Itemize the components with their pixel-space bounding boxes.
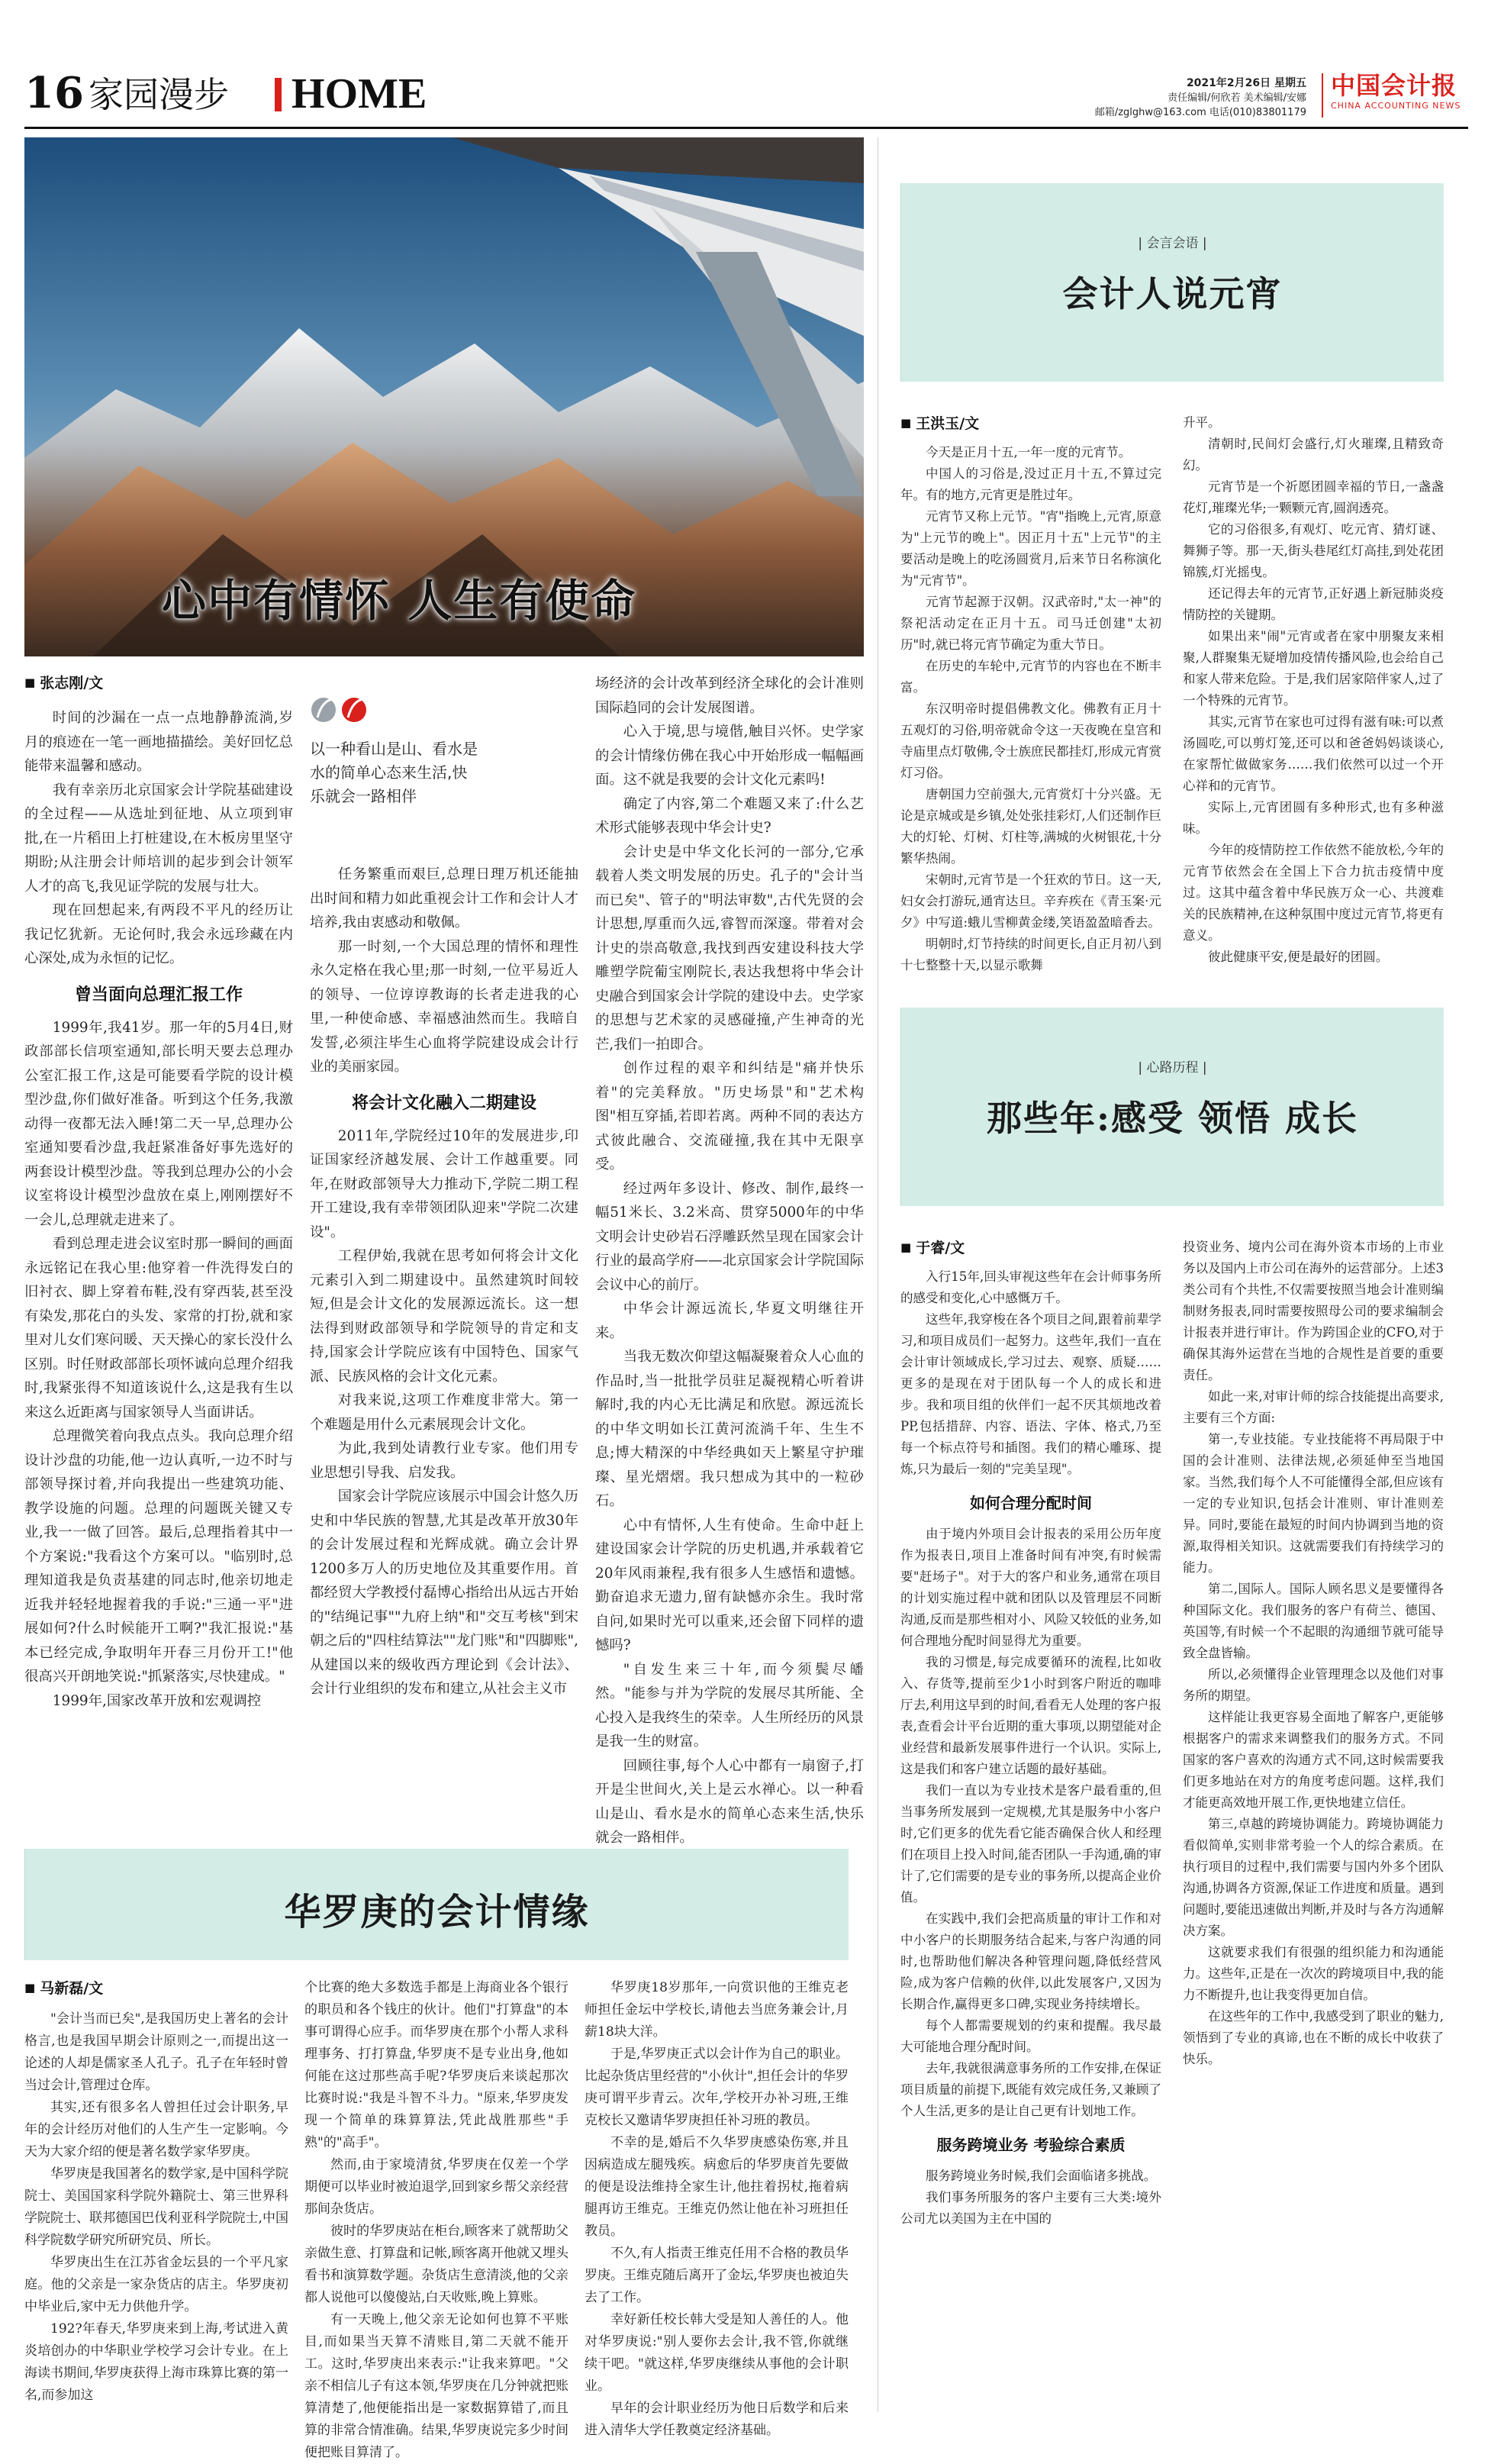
subheading: 服务跨境业务 考验综合素质: [936, 2136, 1126, 2154]
section-tag: | 会言会语 |: [1138, 236, 1207, 251]
paragraph: 在历史的车轮中,元宵节的内容也在不断丰富。: [900, 659, 1161, 695]
page-number: 16: [24, 68, 84, 118]
paragraph: 还记得去年的元宵节,正好遇上新冠肺炎疫情防控的关键期。: [1183, 586, 1444, 622]
paragraph: 国家会计学院应该展示中国会计悠久历史和中华民族的智慧,尤其是改革开放30年的会计发展过程和光辉成就。确立会计界1200多万人的历史地位及其重要作用。首都经贸大学教授付磊博心指给出从远古开始的"结绳记事""九府上纳"和"交互考核"到宋朝之后的"四柱结算法""龙门账"和"四脚账",从建国以来的级收西方理论到《会计法》、会计行业组织的发布和建立,从社会主义市: [310, 1488, 578, 1697]
paragraph: 中国人的习俗是,没过正月十五,不算过完年。有的地方,元宵更是胜过年。: [900, 466, 1161, 502]
paragraph: 然而,由于家境清贫,华罗庚在仅差一个学期便可以毕业时被迫退学,回到家乡帮父亲经营那间杂货店。: [304, 2157, 568, 2217]
right1-title: 会计人说元宵: [1062, 273, 1283, 314]
right1-col1: [900, 412, 1161, 976]
newspaper-logo: [1331, 70, 1468, 111]
masthead: [24, 63, 1468, 124]
paragraph: 早年的会计职业经历为他日后数学和后来进入清华大学任教奠定经济基础。: [585, 2401, 849, 2438]
paragraph: 这些年,我穿梭在各个项目之间,跟着前辈学习,和项目成员们一起努力。这些年,我们一直在会计审计领域成长,学习过去、观察、质疑……更多的是现在对于团队每一个人的成长和进步。我和项目组的伙伴们一起不厌其烦地改着PP,包括措辞、内容、语法、字体、格式,乃至每一个标点符号和插图。我们的精心雕琢、提炼,只为最后一刻的"完美呈现"。: [900, 1312, 1161, 1476]
paragraph: 清朝时,民间灯会盛行,灯火璀璨,且精致奇幻。: [1183, 437, 1444, 472]
paragraph: 时间的沙漏在一点一点地静静流淌,岁月的痕迹在一笔一画地描描绘。美好回忆总能带来温馨和感动。: [24, 710, 293, 774]
paragraph: 在实践中,我们会把高质量的审计工作和对中小客户的长期服务结合起来,与客户沟通的同时,也帮助他们解决各种管理问题,降低经营风险,成为客户信赖的伙伴,以此发展客户,又因为长期合作,赢得更多口碑,实现业务持续增长。: [900, 1911, 1161, 2011]
paragraph: 入行15年,回头审视这些年在会计师事务所的感受和变化,心中感慨万千。: [900, 1269, 1161, 1305]
right-article-1: [900, 412, 1444, 992]
left-article-col2: [310, 672, 578, 1701]
quote-marks: [310, 695, 578, 728]
paragraph: 为此,我到处请教行业专家。他们用专业思想引导我、启发我。: [310, 1440, 578, 1481]
paragraph: 元宵节起源于汉朝。汉武帝时,"太一神"的祭祀活动定在正月十五。司马迁创建"太初历"时,就已将元宵节确定为重大节日。: [900, 595, 1161, 652]
right1-title-box: [900, 183, 1444, 382]
paragraph: 由于境内外项目会计报表的采用公历年度作为报表日,项目上准备时间有冲突,有时候需要"赶场子"。对于大的客户和业务,通常在项目的计划实施过程中就和团队以及管理层不同断沟通,反而是那些相对小、风险又较低的业务,如何合理地分配时间显得尤为重要。: [900, 1527, 1161, 1648]
paragraph: 1999年,我41岁。那一年的5月4日,财政部部长信项室通知,部长明天要去总理办公室汇报工作,这是可能要看学院的设计模型沙盘,你们做好准备。听到这个任务,我激动得一夜都无法入睡!第二天一早,总理办公室通知要看沙盘,我赶紧准备好事先选好的两套设计模型沙盘。等我到总理办公的小会议室将设计模型沙盘放在桌上,刚刚摆好不一会儿,总理就走进来了。: [24, 1019, 293, 1228]
paragraph: 心中有情怀,人生有使命。生命中赶上建设国家会计学院的历史机遇,并承载着它20年风雨兼程,我有很多人生感悟和遗憾。勤奋追求无遗力,留有缺憾亦余生。我时常自问,如果时光可以重来,还会留下同样的遗憾吗?: [595, 1517, 864, 1653]
right2-title: 那些年:感受 领悟 成长: [986, 1098, 1358, 1139]
paragraph: 经过两年多设计、修改、制作,最终一幅51米长、3.2米高、贯穿5000年的中华文明会计史砂岩石浮雕跃然呈现在国家会计行业的最高学府——北京国家会计学院国际会议中心的前厅。: [595, 1180, 864, 1293]
paragraph: 这样能让我更容易全面地了解客户,更能够根据客户的需求来调整我们的服务方式。不同国家的客户喜欢的沟通方式不同,这时候需要我们更多地站在对方的角度考虑问题。这样,我们才能更高效地开展工作,更快地建立信任。: [1183, 1710, 1444, 1810]
paragraph: 元宵节又称上元节。"宵"指晚上,元宵,原意为"上元节的晚上"。因正月十五"上元节"的主要活动是晚上的吃汤圆赏月,后来节日名称演化为"元宵节"。: [900, 509, 1161, 588]
left-col2b-body: [310, 1124, 578, 1701]
left-col2-body: [310, 863, 578, 1079]
left-article-col3: [595, 672, 864, 1850]
paragraph: 对我来说,这项工作难度非常大。第一个难题是用什么元素展现会计文化。: [310, 1392, 578, 1433]
bottom-col2-body: [304, 1977, 568, 2464]
paragraph: 现在回想起来,有两段不平凡的经历让我记忆犹新。无论何时,我会永远珍藏在内心深处,成为永恒的记忆。: [24, 902, 293, 966]
byline: ■ 张志刚/文: [24, 672, 293, 692]
paragraph: 所以,必须懂得企业管理理念以及他们对事务所的期望。: [1183, 1667, 1444, 1703]
paragraph: 幸好新任校长韩大受是知人善任的人。他对华罗庚说:"别人要你去会计,我不管,你就继续干吧。"就这样,华罗庚继续从事他的会计职业。: [585, 2312, 849, 2394]
paragraph: 东汉明帝时提倡佛教文化。佛教有正月十五观灯的习俗,明帝就命令这一天夜晚在皇宫和寺庙里点灯敬佛,令士族庶民都挂灯,形成元宵赏灯习俗。: [900, 701, 1161, 780]
paragraph: 总理微笑着向我点点头。我向总理介绍设计沙盘的功能,他一边认真听,一边不时与部领导探讨着,并向我提出一些建筑功能、教学设施的问题。总理的问题既关键又专业,我一一做了回答。最后,总理指着其中一个方案说:"我看这个方案可以。"临别时,总理知道我是负责基建的同志时,他亲切地走近我并轻轻地握着我的手说:"三通一平"进展如何?什么时候能开工啊?"我汇报说:"基本已经完成,争取明年开春三月份开工!"他很高兴开朗地笑说:"抓紧落实,尽快建成。": [24, 1428, 293, 1685]
paragraph: 任务繁重而艰巨,总理日理万机还能抽出时间和精力如此重视会计工作和会计人才培养,我由衷感动和敬佩。: [310, 866, 578, 930]
paragraph: 我有幸亲历北京国家会计学院基础建设的全过程——从选址到征地、从立项到审批,在一片稻田上打桩建设,在木板房里坚守期盼;从注册会计师培训的起步到会计领军人才的高飞,我见证学院的发展与壮大。: [24, 782, 293, 895]
paragraph: 去年,我就很满意事务所的工作安排,在保证项目质量的前提下,既能有效完成任务,又兼顾了个人生活,更多的是让自己更有计划地工作。: [900, 2061, 1161, 2118]
paragraph: 今年的疫情防控工作依然不能放松,今年的元宵节依然会在全国上下合力抗击疫情中度过。这其中蕴含着中华民族万众一心、共渡难关的民族精神,在这种氛围中度过元宵节,将更有意义。: [1183, 843, 1444, 943]
paragraph: 那一时刻,一个大国总理的情怀和理性永久定格在我心里;那一时刻,一位平易近人的领导、一位谆谆教诲的长者走进我的心里,一种使命感、幸福感油然而生。我暗自发誓,必须注毕生心血将学院建设成会计行业的美丽家园。: [310, 938, 578, 1075]
paragraph: 确定了内容,第二个难题又来了:什么艺术形式能够表现中华会计史?: [595, 795, 864, 836]
masthead-info: [1077, 76, 1306, 120]
paragraph: 元宵节是一个祈愿团圆幸福的节日,一盏盏花灯,璀璨光华;一颗颗元宵,圆润透亮。: [1183, 479, 1444, 515]
paragraph: 回顾往事,每个人心中都有一扇窗子,打开是尘世间火,关上是云水禅心。以一种看山是山、看水是水的简单心态来生活,快乐就会一路相伴。: [595, 1757, 864, 1846]
paragraph: 升平。: [1183, 415, 1221, 430]
bottom-col2: [304, 1977, 568, 2464]
paragraph: 2011年,学院经过10年的发展进步,印证国家经济越发展、会计工作越重要。同年,在财政部领导大力推动下,学院二期工程开工建设,我有幸带领团队迎来"学院二次建设"。: [310, 1127, 578, 1240]
paragraph: 宋朝时,元宵节是一个狂欢的节日。这一天,妇女会打游玩,通宵达旦。辛弃疾在《青玉案·元夕》中写道:蛾儿雪柳黄金缕,笑语盈盈暗香去。: [900, 872, 1161, 930]
paragraph: 其实,还有很多名人曾担任过会计职务,早年的会计经历对他们的人生产生一定影响。今天为大家介绍的便是著名数学家华罗庚。: [24, 2100, 288, 2159]
masthead-rule: [24, 127, 1468, 129]
paragraph: 华罗庚出生在江苏省金坛县的一个平凡家庭。他的父亲是一家杂货店的店主。华罗庚初中毕业后,家中无力供他升学。: [24, 2255, 288, 2314]
paragraph: 第二,国际人。国际人顾名思义是要懂得各种国际文化。我们服务的客户有荷兰、德国、英国等,有时候一个不起眼的沟通细节就可能导致全盘皆输。: [1183, 1582, 1444, 1660]
bottom-col3: [585, 1977, 849, 2442]
logo-cn: 中国会计报: [1331, 71, 1457, 100]
paragraph: 不久,有人指责王维克任用不合格的教员华罗庚。王维克随后离开了金坛,华罗庚也被迫失去了工作。: [585, 2246, 849, 2305]
paragraph: 这就要求我们有很强的组织能力和沟通能力。这些年,正是在一次次的跨境项目中,我的能力不断提升,也让我变得更加自信。: [1183, 1945, 1444, 2002]
pullquote: 以一种看山是山、看水是水的简单心态来生活,快乐就会一路相伴: [310, 740, 478, 805]
paragraph: 心入于境,思与境偕,触目兴怀。史学家的会计情缘仿佛在我心中开始形成一幅幅画面。这不就是我要的会计文化元素吗!: [595, 724, 864, 788]
paragraph: 中华会计源远流长,华夏文明继往开来。: [595, 1301, 864, 1341]
bottom-article: [24, 1977, 849, 2460]
bottom-article-title: 华罗庚的会计情缘: [284, 1891, 590, 1933]
paragraph: 实际上,元宵团圆有多种形式,也有多种滋味。: [1183, 800, 1444, 836]
paragraph: 看到总理走进会议室时那一瞬间的画面永远铭记在我心里:他穿着一件洗得发白的旧衬衣、脚上穿着布鞋,没有穿西装,甚至没有染发,那花白的头发、家常的打扮,就和家里对儿女们寒问暖、天天操心的家长没什么区别。时任财政部部长项怀诚向总理介绍我时,我紧张得不知道该说什么,这是我有生以来这么近距离与国家领导人当面讲话。: [24, 1236, 293, 1421]
left-col1b-body: [24, 1016, 293, 1714]
paragraph: 它的习俗很多,有观灯、吃元宵、猜灯谜、舞狮子等。那一天,街头巷尾红灯高挂,到处花团锦簇,灯光摇曳。: [1183, 522, 1444, 579]
paragraph: 今天是正月十五,一年一度的元宵节。: [926, 445, 1132, 460]
byline: ■ 马新磊/文: [24, 1977, 288, 1998]
quote-icon: [310, 695, 386, 725]
paragraph: 192?年春天,华罗庚来到上海,考试进入黄炎培创办的中华职业学校学习会计专业。在上海读书期间,华罗庚获得上海市珠算比赛的第一名,而参加这: [24, 2321, 288, 2403]
paragraph: 明朝时,灯节持续的时间更长,自正月初八到十七整整十天,以显示歌舞: [900, 937, 1161, 972]
paragraph: 有一天晚上,他父亲无论如何也算不平账目,而如果当天算不清账目,第二天就不能开工。这时,华罗庚出来表示:"让我来算吧。"父亲不相信儿子有这本领,华罗庚在几分钟就把账算清楚了,他便能指出是一家数据算错了,而且算的非常合情准确。结果,华罗庚说完多少时间便把账目算清了。: [304, 2312, 568, 2460]
section-name: 家园漫步: [89, 74, 229, 115]
hero-headline: 心中有情怀 人生有使命: [162, 575, 637, 627]
left-article: [24, 672, 864, 1846]
section-tag: | 心路历程 |: [1138, 1060, 1207, 1076]
paragraph: 我的习惯是,每完成要循环的流程,比如收入、存货等,提前至少1小时到客户附近的咖啡厅去,利用这早到的时间,看看无人处理的客户报表,查看会计平台近期的重大事项,以期望能对企业经营和最新发展事件进行一个认识。实际上,这是我们和客户建立话题的最好基础。: [900, 1655, 1161, 1776]
right2-col1-body: [900, 1266, 1161, 1480]
left-article-col1: [24, 672, 293, 1713]
right2-col2: [1183, 1237, 1444, 2070]
right2-col1b-body: [900, 1524, 1161, 2122]
paragraph: 场经济的会计改革到经济全球化的会计准则国际趋同的会计发展图谱。: [595, 676, 864, 716]
section-divider: [275, 78, 282, 111]
paragraph: 第一,专业技能。专业技能将不再局限于中国的会计准则、法律法规,必须延伸至当地国家。当然,我们每个人不可能懂得全部,但应该有一定的专业知识,包括会计准则、审计准则差异。同时,要能在最短的时间内协调到当地的资源,取得相关知识。这就需要我们有持续学习的能力。: [1183, 1432, 1444, 1575]
left-col1-body: [24, 706, 293, 971]
bottom-col3-body: [585, 1977, 849, 2442]
right2-title-box: [900, 1008, 1444, 1206]
paragraph: 1999年,国家改革开放和宏观调控: [52, 1692, 262, 1709]
bottom-col1-body: [24, 2008, 288, 2407]
paragraph: "自发生来三十年,而今须鬓尽皤然。"能参与并为学院的发展尽其所能、全心投入是我终生的荣幸。人生所经历的风景是我一生的财富。: [595, 1661, 864, 1750]
right2-col1c-body: [900, 2166, 1161, 2230]
bottom-title-box: [24, 1849, 849, 1960]
paragraph: 投资业务、境内公司在海外资本市场的上市业务以及国内上市公司在海外的运营部分。上述3类公司有个共性,不仅需要按照当地会计准则编制财务报表,同时需要按照母公司的要求编制会计报表并进行审计。作为跨国企业的CFO,对于确保其海外运营在当地的合规性是首要的重要责任。: [1183, 1240, 1444, 1382]
paragraph: 在这些年的工作中,我感受到了职业的魅力,领悟到了专业的真谛,也在不断的成长中收获了快乐。: [1183, 2009, 1444, 2066]
paragraph: "会计当而已矣",是我国历史上著名的会计格言,也是我国早期会计原则之一,而提出这一论述的人却是儒家圣人孔子。孔子在年轻时曾当过会计,管理过仓库。: [24, 2011, 288, 2093]
paragraph: 服务跨境业务时候,我们会面临诸多挑战。: [926, 2169, 1157, 2183]
paragraph: 于是,华罗庚正式以会计作为自己的职业。比起杂货店里经营的"小伙计",担任会计的华罗庚可谓平步青云。次年,学校开办补习班,王维克校长又邀请华罗庚担任补习班的教员。: [585, 2046, 849, 2128]
editors: 责任编辑/何欣若 美术编辑/安娜: [1168, 92, 1306, 104]
paragraph: 会计史是中华文化长河的一部分,它承载着人类文明发展的历史。孔子的"会计当而已矣"、管子的"明法审数",古代先贤的会计思想,厚重而久远,睿智而深邃。带着对会计史的崇高敬意,我找到西安建设科技大学雕塑学院葡宝刚院长,表达我想将中华会计史融合到国家会计学院的建设中去。史学家的思想与艺术家的灵感碰撞,产生神奇的光芒,我们一拍即合。: [595, 843, 864, 1053]
hero-photo: [24, 137, 864, 656]
paragraph: 彼此健康平安,便是最好的团圆。: [1208, 950, 1389, 964]
paragraph: 彼时的华罗庚站在柜台,顾客来了就帮助父亲做生意、打算盘和记帐,顾客离开他就又埋头看书和演算数学题。杂货店生意清淡,他的父亲都人说他可以傻傻站,白天收账,晚上算账。: [304, 2224, 568, 2305]
paragraph: 如果出来"闹"元宵或者在家中朋聚友来相聚,人群聚集无疑增加疫情传播风险,也会给自己和家人带来危险。于是,我们居家陪伴家人,过了一个特殊的元宵节。: [1183, 629, 1444, 708]
right1-col1-body: [900, 442, 1161, 976]
byline: ■ 于睿/文: [900, 1237, 1161, 1257]
paragraph: 第三,卓越的跨境协调能力。跨境协调能力看似简单,实则非常考验一个人的综合素质。在执行项目的过程中,我们需要与国内外多个团队沟通,协调各方资源,保证工作进度和质量。遇到问题时,要能迅速做出判断,并及时与各方沟通解决方案。: [1183, 1817, 1444, 1938]
paragraph: 个比赛的绝大多数选手都是上海商业各个银行的职员和各个钱庄的伙计。他们"打算盘"的本事可谓得心应手。而华罗庚在那个小帮人求科理事务、打打算盘,华罗庚不是专业出身,他如何能在这过那些高手呢?华罗庚后来谈起那次比赛时说:"我是斗智不斗力。"原来,华罗庚发现一个简单的珠算算法,凭此战胜那些"手熟"的"高手"。: [304, 1980, 568, 2150]
section-name-en: HOME: [291, 70, 427, 118]
subheading: 如何合理分配时间: [970, 1494, 1092, 1512]
bottom-col1: [24, 1977, 288, 2407]
paragraph: 不幸的是,婚后不久华罗庚感染伤寒,并且因病造成左腿残疾。病愈后的华罗庚首先要做的便是设法维持全家生计,他拄着拐杖,拖着病腿再访王维克。王维克仍然让他在补习班担任教员。: [585, 2135, 849, 2239]
right1-col2: [1183, 412, 1444, 968]
paragraph: 唐朝国力空前强大,元宵赏灯十分兴盛。无论是京城或是乡镇,处处张挂彩灯,人们还制作巨大的灯轮、灯树、灯柱等,满城的火树银花,十分繁华热闹。: [900, 787, 1161, 866]
paragraph: 我们事务所服务的客户主要有三大类:境外公司尤以美国为主在中国的: [900, 2190, 1161, 2226]
byline: ■ 王洪玉/文: [900, 412, 1161, 433]
subheading: 曾当面向总理汇报工作: [74, 985, 243, 1005]
pullquote-box: [310, 672, 578, 863]
masthead-vline: [1322, 73, 1323, 118]
paragraph: 创作过程的艰辛和纠结是"痛并快乐着"的完美释放。"历史场景"和"艺术构图"相互穿插,若即若离。两种不同的表达方式彼此融合、交流碰撞,我在其中无限享受。: [595, 1060, 864, 1172]
issue-date: 2021年2月26日 星期五: [1186, 77, 1306, 89]
paragraph: 我们一直以为专业技术是客户最看重的,但当事务所发展到一定规模,尤其是服务中小客户时,它们更多的优先看它能否确保合伙人和经理们在项目上投入时间,能否团队一手沟通,确的审计了,它们需要的是专业的事务所,以提高企业价值。: [900, 1783, 1161, 1904]
paragraph: 华罗庚18岁那年,一向赏识他的王维克老师担任金坛中学校长,请他去当庶务兼会计,月薪18块大洋。: [585, 1980, 849, 2040]
paragraph: 当我无数次仰望这幅凝聚着众人心血的作品时,当一批批学员驻足凝视精心听着讲解时,我的内心无比满足和欣慰。源远流长的中华文明如长江黄河流淌千年、生生不息;博大精深的中华经典如天上繁星守护璀璨、星光熠熠。我只想成为其中的一粒砂石。: [595, 1349, 864, 1509]
left-col3-body: [595, 672, 864, 1850]
paragraph: 每个人都需要规划的约束和提醒。我尽最大可能地合理分配时间。: [900, 2018, 1161, 2054]
right-article-2: [900, 1237, 1444, 2412]
right2-col1: [900, 1237, 1161, 2230]
paragraph: 工程伊始,我就在思考如何将会计文化元素引入到二期建设中。虽然建筑时间较短,但是会计文化的发展源远流长。这一想法得到财政部领导和学院领导的肯定和支持,国家会计学院应该有中国特色、国家气派、民族风格的会计文化元素。: [310, 1248, 578, 1385]
logo-en: CHINA ACCOUNTING NEWS: [1331, 101, 1461, 111]
right2-col2-body: [1183, 1237, 1444, 2070]
contact: 邮箱/zglghw@163.com 电话(010)83801179: [1094, 107, 1306, 118]
right1-col2-body: [1183, 412, 1444, 968]
paragraph: 华罗庚是我国著名的数学家,是中国科学院院士、美国国家科学院外籍院士、第三世界科学院院士、联邦德国巴伐利亚科学院院士,中国科学院数学研究所研究员、所长。: [24, 2166, 288, 2248]
paragraph: 如此一来,对审计师的综合技能提出高要求,主要有三个方面:: [1183, 1389, 1444, 1425]
subheading: 将会计文化融入二期建设: [351, 1093, 536, 1113]
paragraph: 其实,元宵节在家也可过得有滋有味:可以煮汤圆吃,可以剪灯笼,还可以和爸爸妈妈谈谈心,在家帮忙做做家务……我们依然可以过一个开心祥和的元宵节。: [1183, 714, 1444, 793]
